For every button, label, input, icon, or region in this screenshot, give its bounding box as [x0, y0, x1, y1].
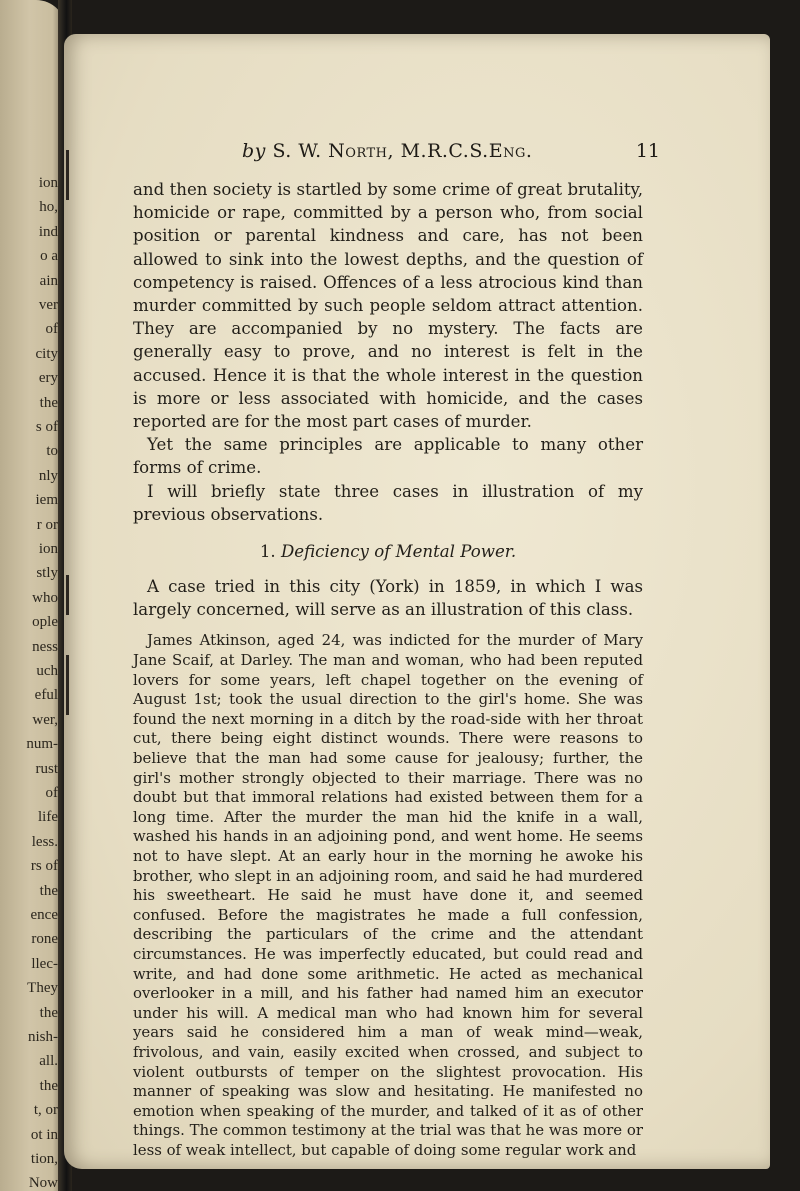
section-title: Deficiency of Mental Power.: [280, 542, 517, 562]
facing-page-fragment: s of: [35, 419, 58, 435]
facing-page-fragment: ople: [32, 614, 58, 631]
facing-page-fragment: ness: [32, 638, 58, 655]
facing-page-fragment: of: [45, 785, 58, 801]
facing-page: [0, 0, 66, 1191]
facing-page-fragment: ver: [38, 297, 58, 313]
facing-page-fragment: life: [38, 809, 58, 826]
byline-author: S. W. North, M.R.C.S.Eng.: [272, 140, 533, 162]
facing-page-fragment: who: [32, 589, 58, 606]
facing-page-fragment: ho,: [39, 199, 58, 216]
facing-page-fragment: uch: [36, 663, 58, 679]
section-number: 1.: [259, 542, 276, 562]
facing-page-fragment: They: [27, 980, 58, 997]
facing-page-fragment: city: [35, 345, 58, 362]
facing-page-fragment: ain: [39, 272, 58, 289]
facing-page-fragment: Now: [28, 1175, 58, 1191]
running-header: [242, 140, 642, 170]
facing-page-fragment: tion,: [30, 1151, 58, 1167]
paragraph: A case tried in this city (York) in 1859, in which I was largely concerned, will serve as an illustration of this class.: [133, 577, 643, 620]
facing-page-fragment: less.: [31, 833, 58, 850]
facing-page-fragment: ence: [30, 907, 58, 923]
facing-page-fragment: nish-: [28, 1029, 58, 1045]
paragraph: James Atkinson, aged 24, was indicted for the murder of Mary Jane Scaif, at Darley. The man and woman, who had been reputed lovers for some years, left chapel together on the evening of August 1st; took the usual direction to the girl's home. She was found the next morning in a ditch by the road-side with her throat cut, there being eight distinct wounds. There were reasons to believe that the man had some cause for jealousy; further, the girl's mother strongly objected to their marriage. There was no doubt but that immoral relations had existed between them for a long time. After the murder the man hid the knife in a wall, washed his hands in an adjoining pond, and went home. He seems not to have slept. At an early hour in the morning he awoke his brother, who slept in an adjoining room, and said he had murdered his sweetheart. He said he must have done it, and seemed confused. Before the magistrates he made a full confession, describing the particulars of the crime and the attendant circumstances. He was imperfectly educated, but could read and write, and had done some arithmetic. He acted as mechanical overlooker in a mill, and his father had named him an executor under his will. A medical man who had known him for several years said he considered him a man of weak mind—weak, frivolous, and vain, easily excited when crossed, and subject to violent outbursts of temper on the slightest provocation. His manner of speaking was slow and hesitating. He manifested no emotion when speaking of the murder, and talked of it as of other things. The common testimony at the trial was that he was more or less of weak intellect, but capable of doing some regular work and: [133, 631, 643, 1159]
facing-page-fragment: nly: [38, 467, 58, 484]
page-edge-mark: [66, 655, 69, 715]
facing-page-fragment: the: [39, 882, 58, 899]
facing-page-fragment: llec-: [31, 955, 58, 972]
facing-page-fragment: eful: [34, 687, 58, 704]
page-edge-mark: [66, 575, 69, 615]
facing-page-fragment: wer,: [32, 711, 58, 728]
paragraph: and then society is startled by some crime of great brutality, homicide or rape, committed by a person who, from social position or parental kindness and care, has not been allowed to sink into the lowest depths, and the question of competency is raised. Offences of a less atrocious kind than murder committed by such people seldom attract attention. They are accompanied by no mystery. The facts are generally easy to prove, and no interest is felt in the accused. Hence it is that the whole interest in the question is more or less associated with homicide, and the cases reported are for the most part cases of murder.: [133, 180, 643, 432]
facing-page-fragment: stly: [36, 565, 58, 582]
page-number: 11: [635, 140, 660, 162]
facing-page-fragment: num-: [26, 736, 58, 753]
byline-prefix: by: [242, 140, 266, 162]
facing-page-fragment: the: [39, 1077, 58, 1094]
facing-page-fragment: ion: [38, 541, 58, 557]
paragraph: I will briefly state three cases in illustration of my previous observations.: [133, 481, 643, 524]
facing-page-fragment: the: [39, 394, 58, 411]
facing-page-fragment: ind: [38, 223, 58, 240]
facing-page-fragment: o a: [40, 248, 58, 265]
facing-page-fragment: ery: [38, 370, 58, 387]
page-body: [133, 178, 643, 1160]
facing-page-fragment: iem: [35, 492, 58, 509]
facing-page-fragment: of: [45, 321, 58, 338]
facing-page-fragment: t, or: [33, 1102, 58, 1119]
facing-page-fragment: rust: [35, 760, 58, 777]
facing-page-fragment: rs of: [30, 858, 58, 875]
section-heading: [133, 540, 643, 563]
facing-page-fragment: ion: [38, 175, 58, 191]
page-edge-mark: [66, 150, 69, 200]
facing-page-fragment: r or: [36, 516, 58, 533]
facing-page-fragment: to: [46, 443, 58, 460]
facing-page-fragment: the: [39, 1004, 58, 1021]
facing-page-fragment: ot in: [30, 1126, 58, 1143]
paragraph: Yet the same principles are applicable to many other forms of crime.: [133, 435, 643, 478]
facing-page-fragment: all.: [39, 1053, 58, 1070]
facing-page-fragment: rone: [31, 931, 58, 948]
